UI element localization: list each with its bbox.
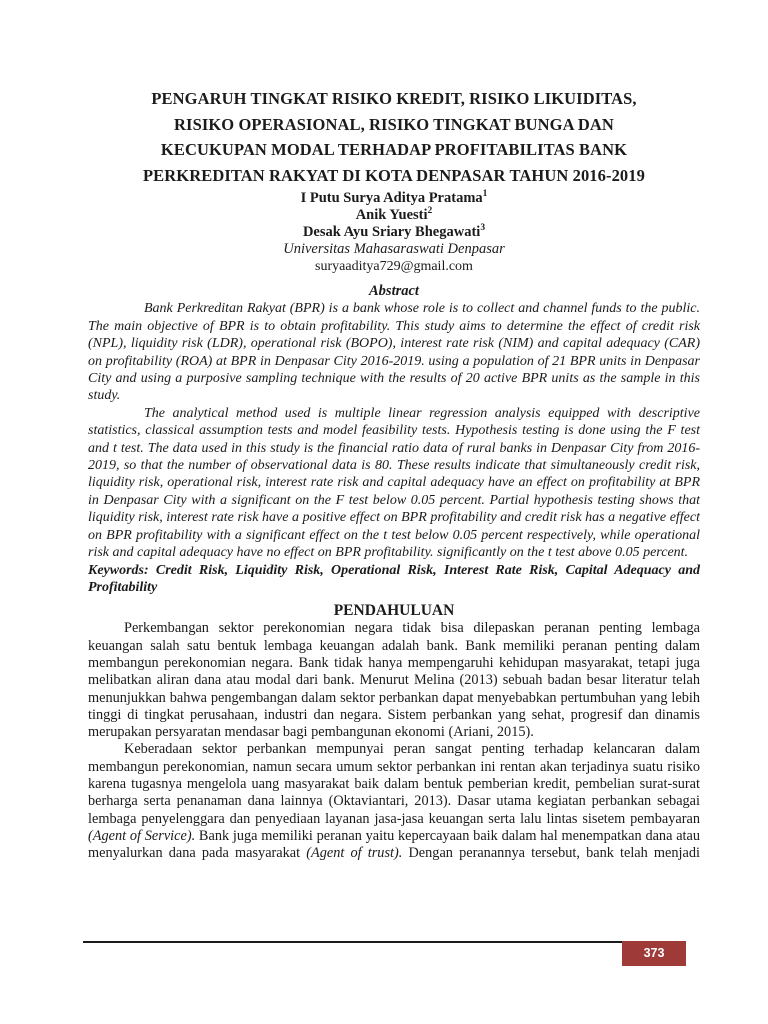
author-3 xyxy=(88,224,700,241)
paper-title-line-2: RISIKO OPERASIONAL, RISIKO TINGKAT BUNGA DAN xyxy=(174,114,614,134)
author-2-name: Anik Yuesti xyxy=(355,207,428,223)
author-3-superscript: 3 xyxy=(480,223,486,234)
authors-block xyxy=(88,190,700,275)
footer-divider-line xyxy=(83,941,622,943)
author-3-name: Desak Ayu Sriary Bhegawati xyxy=(302,224,481,240)
intro-p2-italic-agent-of-trust: (Agent of trust). xyxy=(306,845,403,862)
author-2 xyxy=(88,207,700,224)
author-1-name: I Putu Surya Aditya Pratama xyxy=(300,190,483,206)
abstract-paragraph-2: The analytical method used is multiple linear regression analysis equipped with descriptive statistics, classical assumption tests and model feasibility tests. Hypothesis testing is done using the F test and t test. The data used in this study is the financial ratio data of rural banks in Denpasar City from 2016-2019, so that the number of observational data is 80. These results indicate that simultaneously credit risk, liquidity risk, operational risk, interest rate risk and capital adequacy have an effect on profitability at BPR in Denpasar City with a significant on the F test below 0.05 percent. Partial hypothesis testing shows that liquidity risk, interest rate risk have a positive effect on BPR profitability and credit risk has a negative effect on BPR profitability with a significant effect on the t test below 0.05 percent respectively, while operational risk and capital adequacy have no effect on BPR profitability. significantly on the t test above 0.05 percent. xyxy=(88,405,700,561)
abstract-heading: Abstract xyxy=(369,283,419,299)
introduction-paragraph-1: Perkembangan sektor perekonomian negara tidak bisa dilepaskan peranan penting lembaga keuangan salah satu bentuk lembaga keuangan adalah bank. Bank memiliki peranan penting dalam membangun perekonomian negara. Bank tidak hanya mempengaruhi kehidupan masyarakat, tetapi juga melibatkan aliran dana atau modal dari bank. Menurut Melina (2013) sebuah badan besar literatur telah menunjukkan bahwa pengembangan dalam sektor perbankan dapat menyebabkan pertumbuhan yang lebih tinggi di tingkat perusahaan, industri dan negara. Sistem perbankan yang sehat, progresif dan dinamis merupakan persyaratan mendasar bagi pembangunan ekonomi (Ariani, 2015). xyxy=(88,620,700,741)
page-number-badge: 373 xyxy=(622,941,686,966)
intro-p2-segment-2: Bank juga memiliki peranan yaitu kepercayaan baik dalam hal menempatkan dana atau menyalurkan dana pada masyarakat xyxy=(88,827,701,862)
section-heading-pendahuluan: PENDAHULUAN xyxy=(333,602,455,620)
introduction-paragraph-2 xyxy=(88,741,700,862)
paper-title-line-3: KECUKUPAN MODAL TERHADAP PROFITABILITAS BANK xyxy=(160,140,628,159)
intro-p2-italic-agent-of-service: (Agent of Service). xyxy=(88,827,196,844)
keywords-line: Keywords: Credit Risk, Liquidity Risk, Operational Risk, Interest Rate Risk, Capital Adequacy and Profitability xyxy=(88,562,700,595)
paper-title xyxy=(88,86,700,188)
author-email: suryaaditya729@gmail.com xyxy=(315,259,473,274)
author-1 xyxy=(88,190,700,207)
affiliation: Universitas Mahasaraswati Denpasar xyxy=(283,241,505,257)
paper-title-line-1: PENGARUH TINGKAT RISIKO KREDIT, RISIKO LIKUIDITAS, xyxy=(151,89,637,108)
author-2-superscript: 2 xyxy=(427,206,433,217)
paper-title-line-4: PERKREDITAN RAKYAT DI KOTA DENPASAR TAHUN 2016-2019 xyxy=(143,165,645,185)
intro-p2-segment-3: Dengan peranannya tersebut, bank telah menjadi xyxy=(402,845,700,862)
author-1-superscript: 1 xyxy=(482,189,488,200)
abstract-paragraph-1: Bank Perkreditan Rakyat (BPR) is a bank whose role is to collect and channel funds to the public. The main objective of BPR is to obtain profitability. This study aims to determine the effect of credit risk (NPL), liquidity risk (LDR), operational risk (BOPO), interest rate risk (NIM) and capital adequacy (CAR) on profitability (ROA) at BPR in Denpasar City 2016-2019. using a population of 21 BPR units in Denpasar City and using a purposive sampling technique with the results of 20 active BPR units as the sample in this study. xyxy=(88,301,700,404)
intro-p2-segment-1: Keberadaan sektor perbankan mempunyai peran sangat penting terhadap kelancaran dalam membangun perekonomian, namun secara umum sektor perbankan ini rentan akan terjadinya suatu risiko karena tugasnya mengelola uang masyarakat baik dalam bentuk pemberian kredit, pembelian surat-surat berharga serta penanaman dana lainnya (Oktaviantari, 2013). Dasar utama kegiatan perbankan sebagai lembaga penyelenggara dan penyediaan layanan jasa-jasa keuangan serta lalu lintas sisetem pembayaran xyxy=(88,741,700,827)
